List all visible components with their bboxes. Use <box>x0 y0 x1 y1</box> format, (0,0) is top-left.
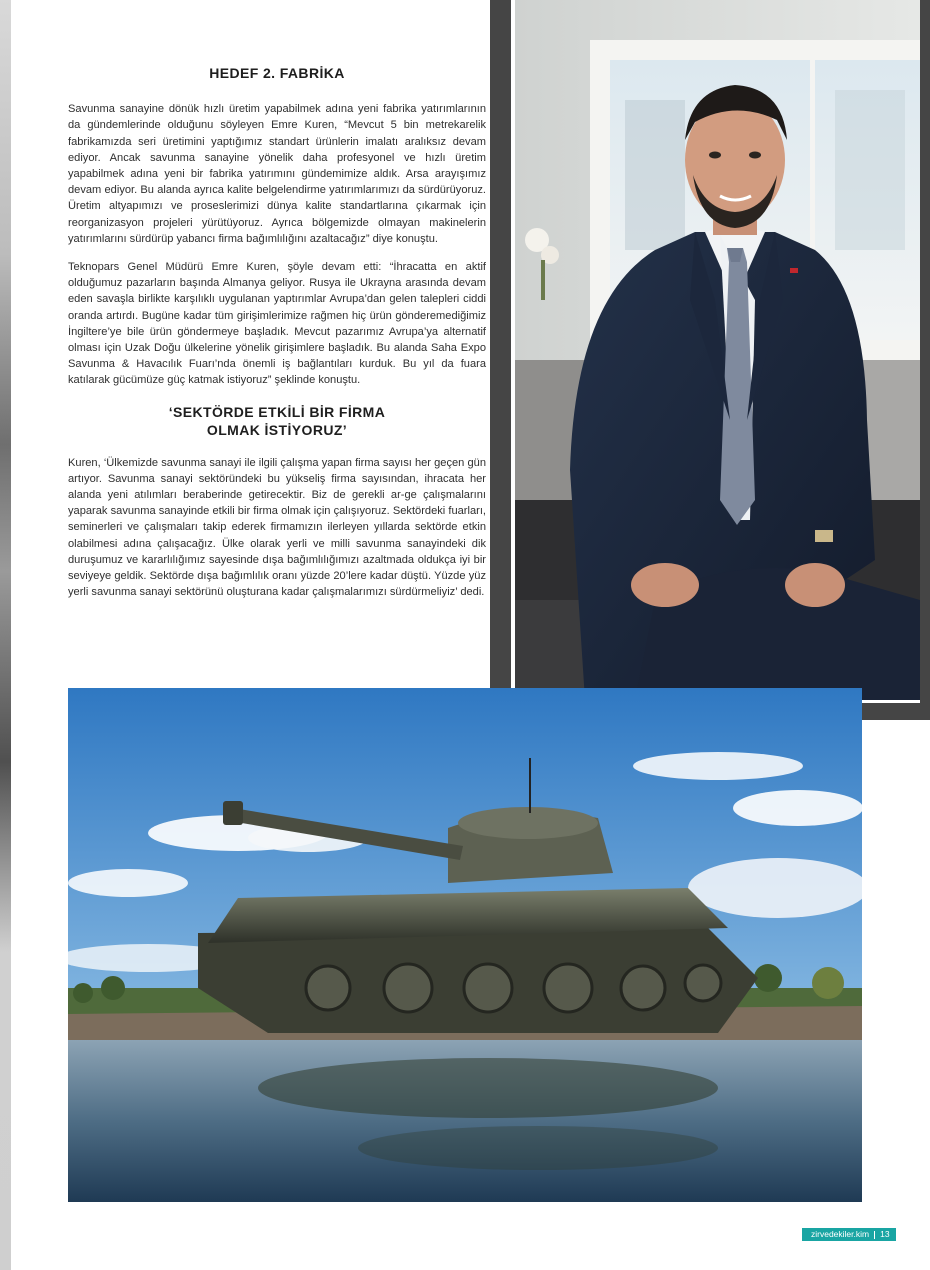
tank-photo <box>68 688 862 1202</box>
section-heading-factory: HEDEF 2. FABRİKA <box>209 65 345 81</box>
portrait-photo-frame <box>490 0 930 720</box>
section-heading-sector-line2: OLMAK İSTİYORUZ’ <box>206 421 348 438</box>
article-paragraph-2: Teknopars Genel Müdürü Emre Kuren, şöyle devam etti: “İhracatta en aktif olduğumuz pazarların başında Almanya geliyor. Rusya ile Ukrayna arasında devam eden savaşla birlikte karşılıklı uygulanan yaptırımlar Avrupa’dan gelen talepleri ciddi oranda artırdı. Bugüne kadar tüm girişimlerimize rağmen hiç ürün gönderemediğimiz İngiltere’ye bile ürün göndermeye başladık. Mevcut pazarımız Avrupa’ya alternatif olması için Uzak Doğu ülkelerine yönelik girişimlere başladık. Bu alanda Saha Expo Savunma & Havacılık Fuarı’nda önemli iş bağlantıları kurduk. Bu yıl da fuara katılarak gücümüze güç katmak istiyoruz” şeklinde konuştu. <box>68 261 486 387</box>
portrait-photo-border <box>511 0 920 703</box>
section-heading-sector-line1: ‘SEKTÖRDE ETKİLİ BİR FİRMA <box>168 403 386 420</box>
article-column <box>68 62 486 612</box>
article-paragraph-3: Kuren, ‘Ülkemizde savunma sanayi ile ilgili çalışma yapan firma sayısı her geçen gün artıyor. Savunma sanayi sektöründeki bu yükseliş firma sayısından, ihracata her alanda yeni atılımları beraberinde getirecektir. Biz de gerekli ar-ge çalışmalarını yaparak savunma sanayinde etkili bir firma olmak için çalışıyoruz. Sektördeki fuarları, seminerleri ve çalışmaları takip ederek firmamızın ilerleyen yıllarda sektörde etkin olabilmesi adına çalışacağız. Ülke olarak yerli ve milli savunma sanayindeki dik duruşumuz ve kararlılığımız sayesinde dışa bağımlılığımızı azaltmada oldukça iyi bir seviyeye geldik. Sektörde dışa bağımlılık oranı yüzde 20’lere kadar düştü. Yüzde yüz yerli savunma sanayi sektörünü oluşturana kadar çalışmalarımızı sürdürmeliyiz’ dedi. <box>68 456 486 599</box>
page-number: 13 <box>880 1229 890 1239</box>
article-paragraph-1: Savunma sanayine dönük hızlı üretim yapabilmek adına yeni fabrika yatırımlarının da gündemlerinde olduğunu söyleyen Emre Kuren, “Mevcut 5 bin metrekarelik fabrikamızda seri üretimini yaptığımız standart ürünlerin imalatı aralıksız devam ediyor. Ancak savunma sanayine yönelik daha profesyonel ve hızlı üretim yapabilmek adına yeni bir fabrika yatırımını gündemimize aldık. Arsa arayışımız devam ediyor. Bu alanda ayrıca kalite belgelendirme yatırımlarımızı da sürdürüyoruz. Üretim altyapımızı ve proseslerimizi dünya kalite standartlarına çıkarmak için reorganizasyon projeleri yürütüyoruz. Ayrıca bölgemizde olmayan makinelerin yatırımlarını sürdürüp yabancı firma bağımlılığını azaltacağız” diye konuştu. <box>68 103 486 245</box>
section-heading-sector <box>68 403 486 439</box>
portrait-illustration <box>515 0 920 700</box>
page-footer <box>802 1228 896 1241</box>
portrait-photo <box>515 0 920 700</box>
footer-divider <box>874 1231 875 1239</box>
footer-site[interactable]: zirvedekiler.kim <box>811 1229 870 1239</box>
previous-page-edge <box>0 0 11 1270</box>
tank-illustration <box>68 688 862 1202</box>
